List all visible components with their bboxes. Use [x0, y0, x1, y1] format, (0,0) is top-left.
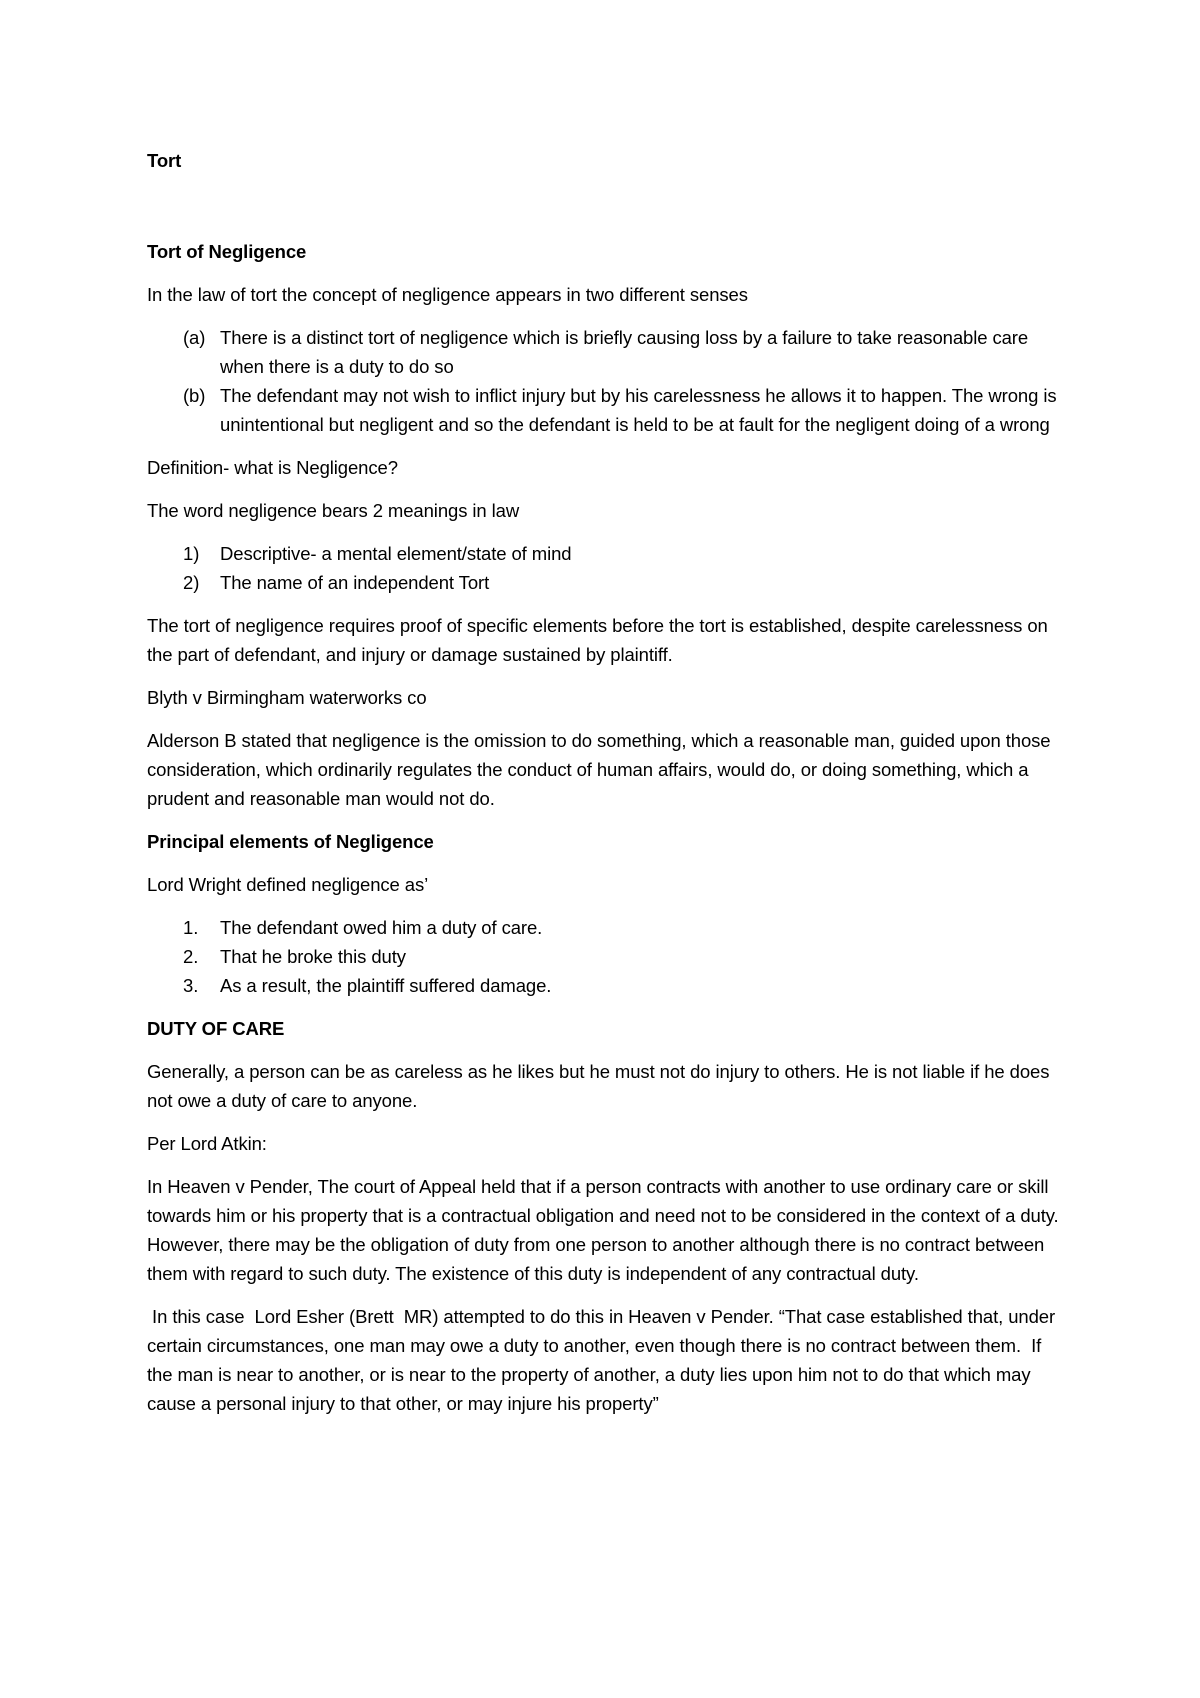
list-item — [147, 971, 1067, 1000]
list-item-text: The name of an independent Tort — [220, 572, 490, 593]
list-item-text: Descriptive- a mental element/state of mind — [220, 543, 572, 564]
section-heading-principal-elements: Principal elements of Negligence — [147, 831, 434, 852]
per-lord-atkin-label: Per Lord Atkin: — [147, 1133, 267, 1154]
lord-wright-intro: Lord Wright defined negligence as’ — [147, 874, 429, 895]
meanings-intro: The word negligence bears 2 meanings in law — [147, 500, 520, 521]
document-page — [147, 146, 1067, 1418]
list-marker: 2. — [183, 946, 199, 967]
definition-heading: Definition- what is Negligence? — [147, 457, 398, 478]
list-marker: 1) — [183, 543, 200, 564]
alderson-paragraph: Alderson B stated that negligence is the omission to do something, which a reasonable man, guided upon those consideration, which ordinarily regulates the conduct of human affairs, would do, or doing something, which a prudent and reasonable man would not do. — [147, 730, 1051, 809]
senses-list — [147, 323, 1067, 439]
list-marker: 1. — [183, 917, 199, 938]
list-item-text: That he broke this duty — [220, 946, 406, 967]
section-heading-duty-of-care: DUTY OF CARE — [147, 1018, 285, 1039]
lord-esher-paragraph: In this case Lord Esher (Brett MR) attempted to do this in Heaven v Pender. “That case established that, under certain circumstances, one man may owe a duty to another, even though there is no contract between them. If the man is near to another, or is near to the property of another, a duty lies upon him not to do that which may cause a personal injury to that other, or may injure his property” — [147, 1306, 1061, 1414]
list-item — [147, 381, 1067, 439]
list-item — [147, 323, 1067, 381]
case-name-blyth: Blyth v Birmingham waterworks co — [147, 687, 427, 708]
senses-intro: In the law of tort the concept of negligence appears in two different senses — [147, 284, 748, 305]
proof-paragraph: The tort of negligence requires proof of specific elements before the tort is established, despite carelessness on the part of defendant, and injury or damage sustained by plaintiff. — [147, 615, 1048, 665]
list-item — [147, 539, 1067, 568]
list-marker: (b) — [183, 385, 206, 406]
list-marker: 2) — [183, 572, 200, 593]
elements-list — [147, 913, 1067, 1000]
heaven-v-pender-paragraph: In Heaven v Pender, The court of Appeal held that if a person contracts with another to use ordinary care or skill towards him or his property that is a contractual obligation and need not to be considered in the context of a duty. However, there may be the obligation of duty from one person to another although there is no contract between them with regard to such duty. The existence of this duty is independent of any contractual duty. — [147, 1176, 1059, 1284]
list-item — [147, 942, 1067, 971]
list-item-text: The defendant may not wish to inflict injury but by his carelessness he allows it to happen. The wrong is unintentional but negligent and so the defendant is held to be at fault for the negligent doing of a wrong — [220, 385, 1057, 435]
document-title: Tort — [147, 150, 182, 171]
list-item — [147, 913, 1067, 942]
list-item — [147, 568, 1067, 597]
general-duty-paragraph: Generally, a person can be as careless as he likes but he must not do injury to others. He is not liable if he does not owe a duty of care to anyone. — [147, 1061, 1050, 1111]
meanings-list — [147, 539, 1067, 597]
list-item-text: There is a distinct tort of negligence which is briefly causing loss by a failure to take reasonable care when there is a duty to do so — [220, 327, 1029, 377]
list-marker: 3. — [183, 975, 199, 996]
list-item-text: As a result, the plaintiff suffered damage. — [220, 975, 552, 996]
list-marker: (a) — [183, 327, 206, 348]
list-item-text: The defendant owed him a duty of care. — [220, 917, 543, 938]
section-heading-tort-of-negligence: Tort of Negligence — [147, 241, 307, 262]
